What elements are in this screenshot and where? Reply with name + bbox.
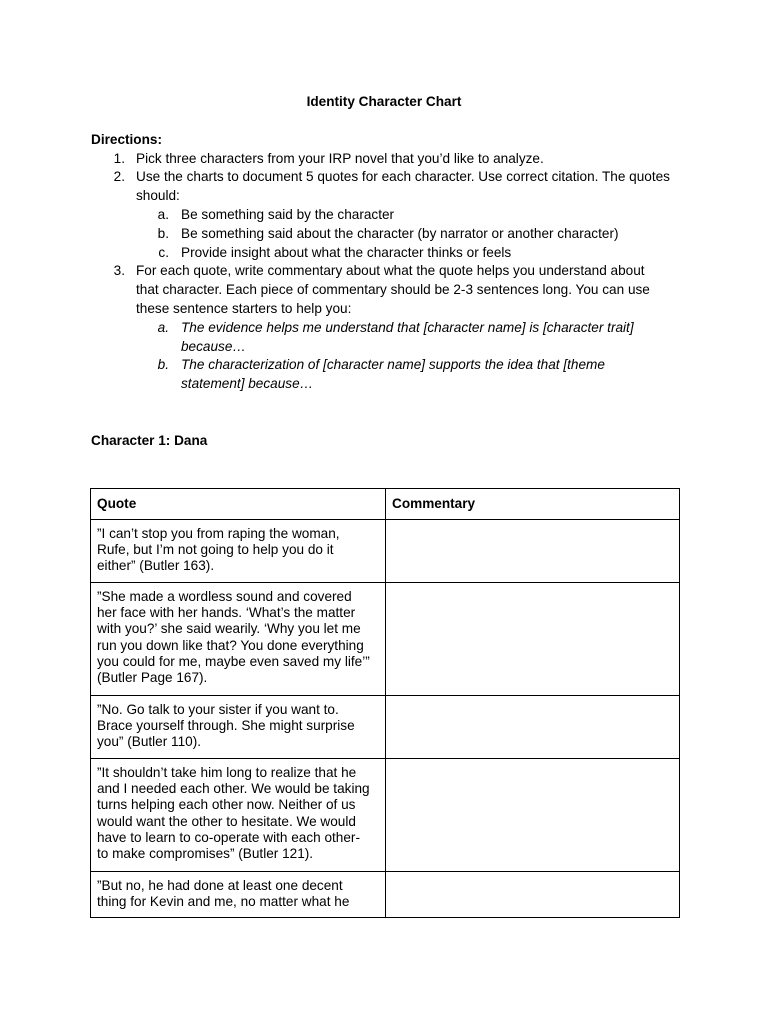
quote-line: run you down like that? You done everything [97,637,364,653]
direction-item-2-line-1: Use the charts to document 5 quotes for each character. Use correct citation. The quotes [136,169,670,184]
list-marker-2: 2. [113,169,125,184]
quote-line: turns helping each other now. Neither of us [97,797,356,813]
direction-item-3-line-3: these sentence starters to help you: [136,301,352,316]
commentary-cell[interactable] [386,759,680,872]
list-marker-3: 3. [113,263,125,278]
quote-cell [91,583,386,696]
quote-line: ”I can’t stop you from raping the woman, [97,526,340,541]
column-header-quote: Quote [91,489,386,520]
quote-line: Brace yourself through. She might surprise [97,718,355,734]
sublist-marker-3a: a. [157,320,169,335]
directions-heading: Directions: [91,132,163,147]
quote-line: you” (Butler 110). [97,734,202,750]
list-marker-1: 1. [113,151,125,166]
quote-line: would want the other to hesitate. We would [97,813,356,829]
column-header-commentary: Commentary [386,489,680,520]
quote-line: to make compromises” (Butler 121). [97,846,314,862]
quote-line: either” (Butler 163). [97,558,215,574]
sentence-starter-a-line-1: The evidence helps me understand that [character name] is [character trait] [181,320,634,335]
commentary-cell[interactable] [386,583,680,696]
sentence-starter-b-line-1: The characterization of [character name] supports the idea that [theme [181,357,605,372]
sublist-marker-3b: b. [157,357,169,372]
commentary-cell[interactable] [386,872,680,918]
page-title: Identity Character Chart [306,94,462,109]
table-row [91,520,680,583]
table-row [91,872,680,918]
quote-line: Rufe, but I’m not going to help you do it [97,542,334,558]
direction-item-2a: Be something said by the character [181,207,395,222]
sublist-marker-2a: a. [157,207,169,222]
quote-cell [91,759,386,872]
table-row [91,696,680,759]
direction-item-3-line-1: For each quote, write commentary about what the quote helps you understand about [136,263,645,278]
sentence-starter-a-line-2: because… [181,339,246,354]
quote-line: her face with her hands. ‘What’s the matter [97,605,356,621]
quote-cell [91,696,386,759]
sublist-marker-2c: c. [158,245,169,260]
quote-commentary-table [90,488,680,918]
table-row [91,583,680,696]
quote-line: you could for me, maybe even saved my life’” [97,653,370,669]
quote-line: with you?’ she said wearily. ‘Why you let me [97,621,361,637]
quote-line: ”But no, he had done at least one decent [97,878,343,893]
table-header-row [91,489,680,520]
quote-line: and I needed each other. We would be taking [97,781,370,797]
direction-item-2c: Provide insight about what the character thinks or feels [181,245,512,260]
commentary-cell[interactable] [386,696,680,759]
direction-item-2-line-2: should: [136,188,180,203]
quote-cell [91,872,386,918]
quote-line: (Butler Page 167). [97,670,208,686]
direction-item-3-line-2: that character. Each piece of commentary should be 2-3 sentences long. You can use [136,282,650,297]
character-heading: Character 1: Dana [91,433,208,448]
sentence-starter-b-line-2: statement] because… [181,376,314,391]
quote-line: ”It shouldn’t take him long to realize that he [97,765,357,780]
quote-line: thing for Kevin and me, no matter what he [97,894,350,910]
table-row [91,759,680,872]
quote-line: ”No. Go talk to your sister if you want to. [97,702,339,717]
commentary-cell[interactable] [386,520,680,583]
direction-item-2b: Be something said about the character (by narrator or another character) [181,226,619,241]
quote-cell [91,520,386,583]
quote-line: have to learn to co-operate with each other- [97,829,360,845]
sublist-marker-2b: b. [157,226,169,241]
quote-line: ”She made a wordless sound and covered [97,589,352,604]
direction-item-1-line-1: Pick three characters from your IRP novel that you’d like to analyze. [136,151,544,166]
